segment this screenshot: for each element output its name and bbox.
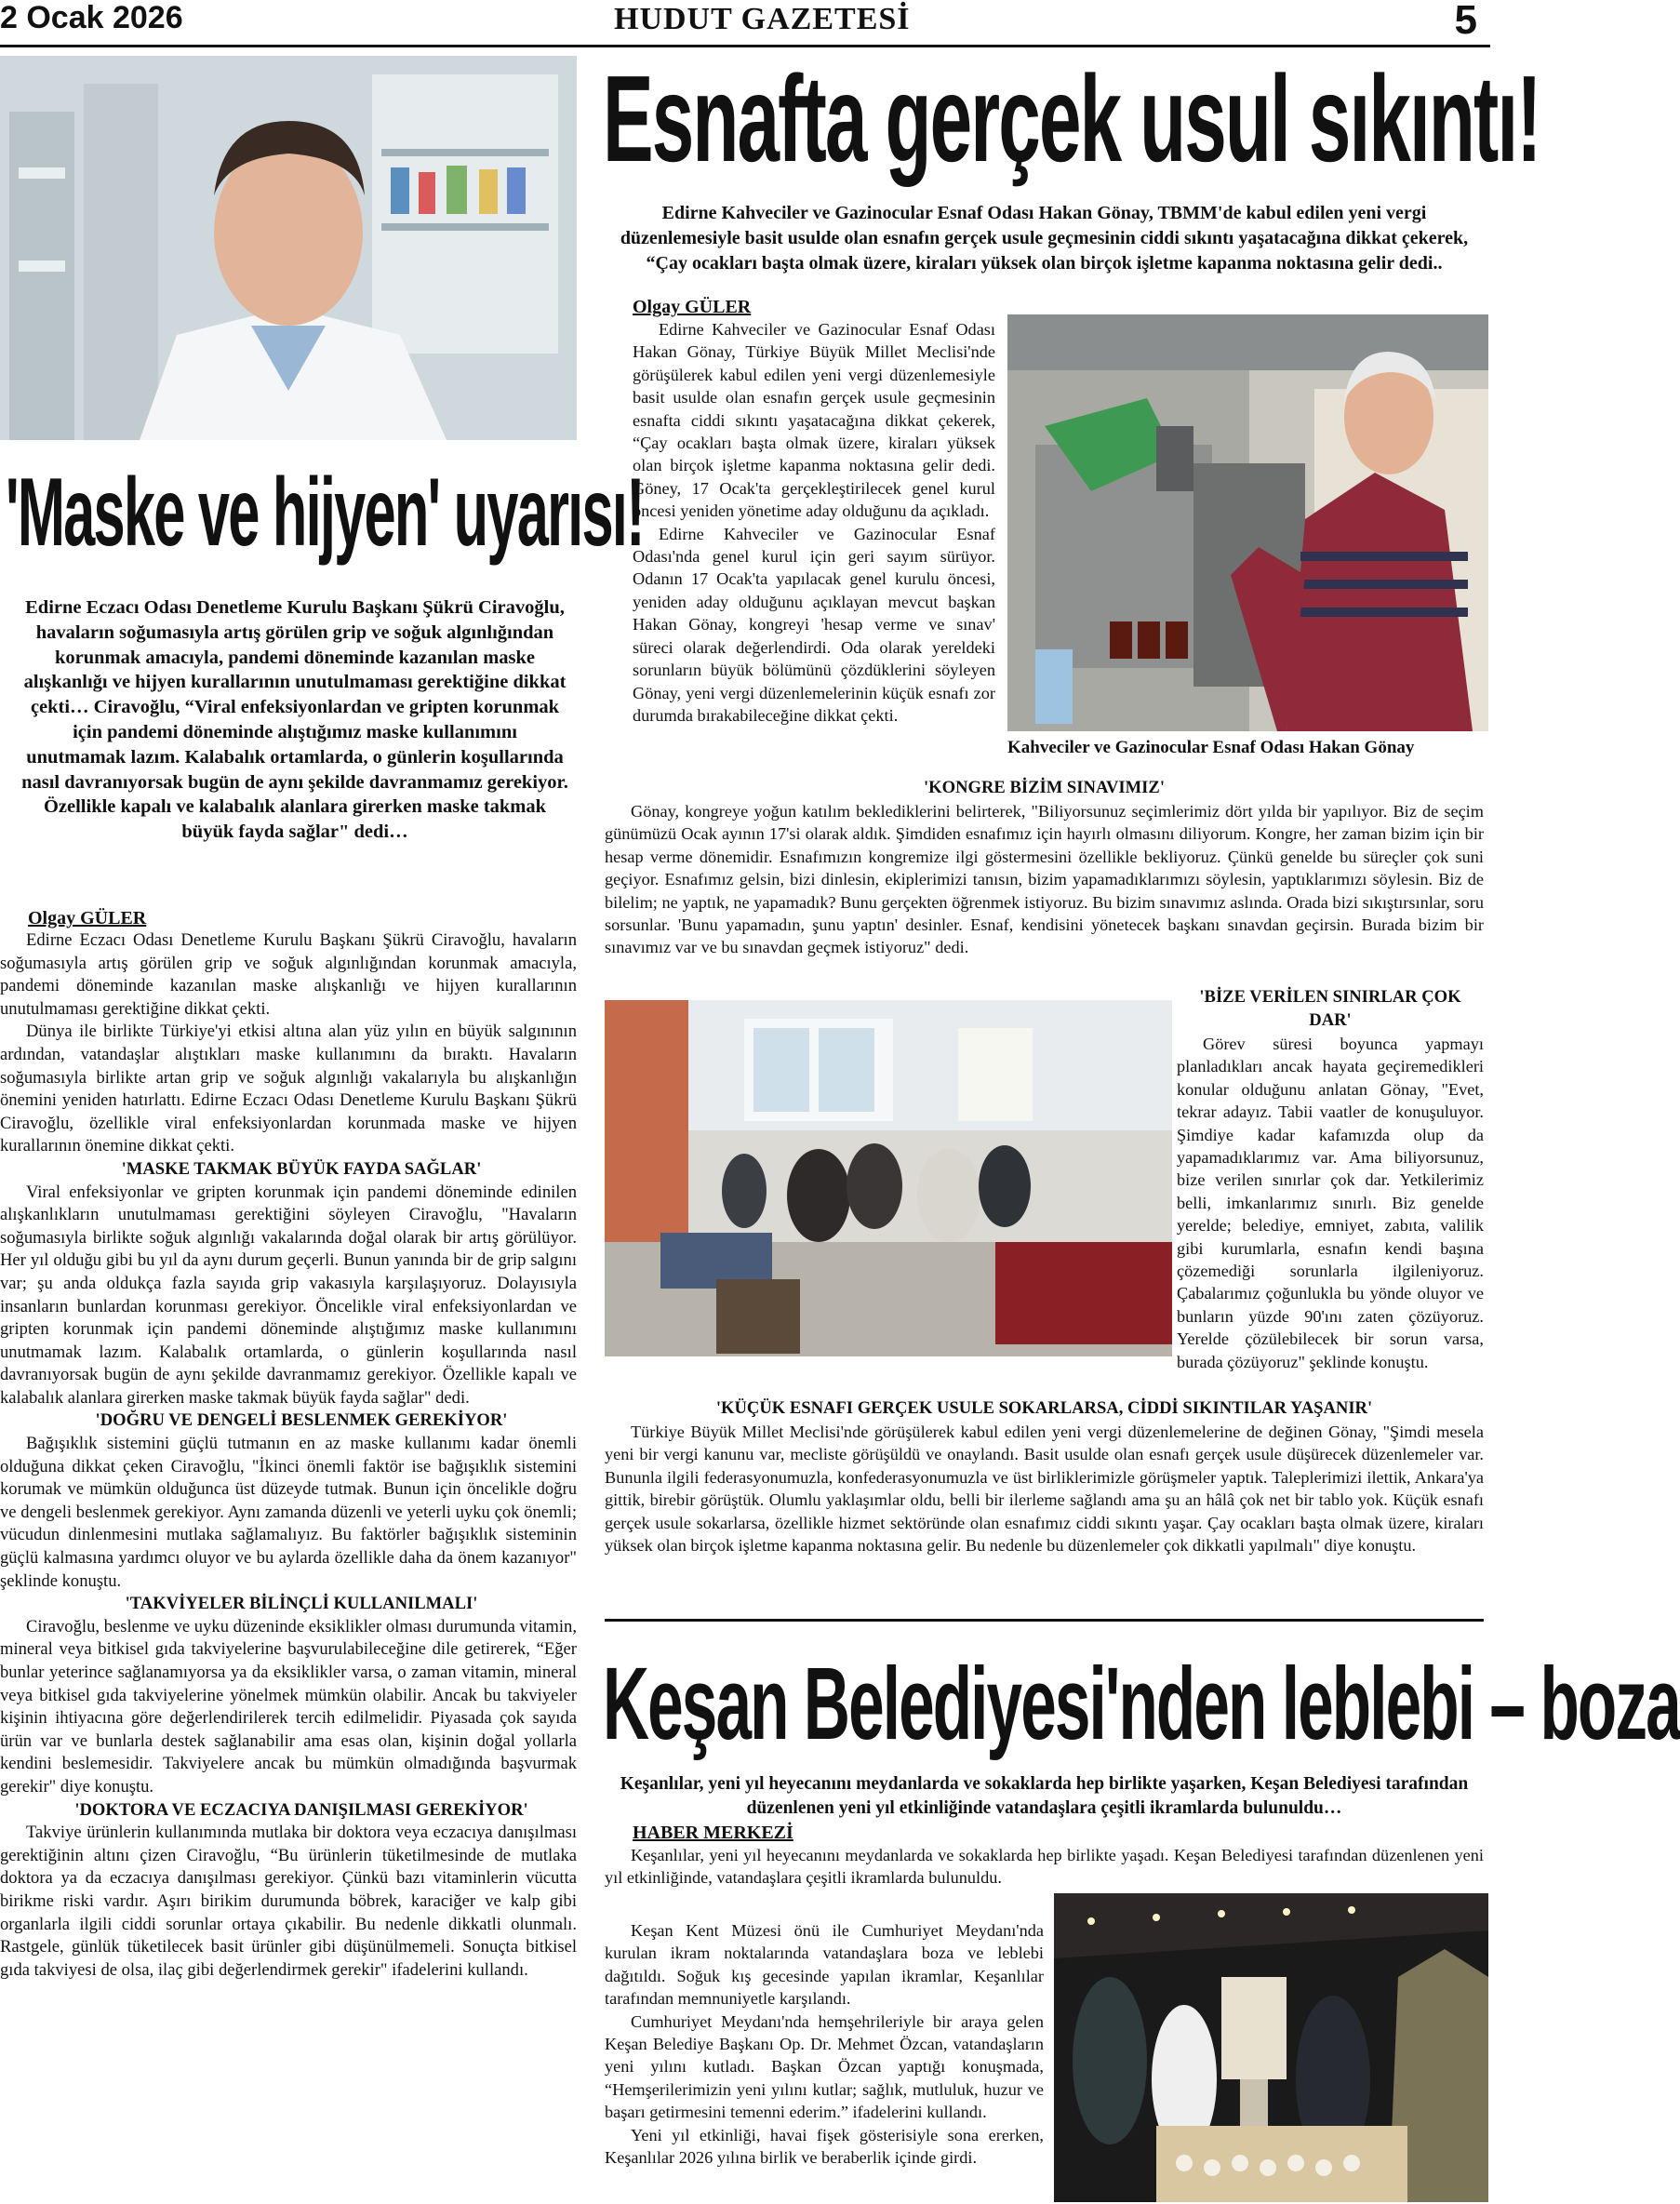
issue-date: 2 Ocak 2026: [0, 0, 183, 35]
top-right-paragraph: Edirne Kahveciler ve Gazinocular Esnaf Odası'nda genel kurul için geri sayım sürüyor. Odanın 17 Ocak'ta yapılacak genel kurulu öncesi, yeniden aday olduğunu açıklayan mevcut başkan Hakan Gönay, kongreyi 'hesap verme ve sınav' süreci olarak değerlendirdi. Oda olarak yereldeki sorunların büyük bölümünü çözdüklerini söyleyen Gönay, yeni vergi düzenlemelerinin küçük esnafı zor durumda bırakabileceğine dikkat çekti.: [633, 524, 995, 725]
bottom-right-paragraph: Keşan Kent Müzesi önü ile Cumhuriyet Meydanı'nda kurulan ikram noktalarında vatandaşlara boza ve leblebi dağıtıldı. Soğuk kış gecesinde yapılan ikramlar, Keşanlılar tarafından memnuniyetle karşılandı.: [605, 1921, 1044, 2009]
left-paragraph: Ciravoğlu, beslenme ve uyku düzeninde eksiklikler olması durumunda vitamin, mineral veya bitkisel gıda takviyelerine başvurulabileceğine dile getirerek, “Eğer bunlar yeterince sağlanamıyorsa ya da eksiklikler varsa, o zaman vitamin, mineral veya bitkisel gıda takviyelerine yönelmek mümkün olabilir. Ancak bu takviyeler kişinin ihtiyacına göre değerlendirilerek tercih edilmelidir. Piyasada çok sayıda ürün var ve bunlarla destek sağlanabilir ama esas olan, kişinin doğal yollarla kendini beslemesidir. Takviyelere ancak bu mümkün olmadığında başvurmak gerekir" diye konuştu.: [0, 1616, 577, 1797]
left-subheading: 'MASKE TAKMAK BÜYÜK FAYDA SAĞLAR': [121, 1158, 482, 1179]
left-paragraph: Dünya ile birlikte Türkiye'yi etkisi altına alan yüz yılın en büyük salgınının ardından, vatandaşlar alıştıkları maske kullanımını da bıraktı. Havaların soğumasıyla birlikte artan grip ve soğuk algınlığı vakalarıyla bu alışkanlığın önemini yeniden hatırlattı. Edirne Eczacı Odası Denetleme Kurulu Başkanı Şükrü Ciravoğlu, özellikle viral enfeksiyonlardan korunmada maske ve hijyen kurallarının önemine dikkat çekti.: [0, 1022, 577, 1156]
left-paragraph: Takviye ürünlerin kullanımında mutlaka bir doktora veya eczacıya danışılması gerektiğinin altını çizen Ciravoğlu, “Bu ürünlerin tüketilmesinde de mutlaka doktora ya da eczacıya danışılması gerekiyor. Çünkü bazı vitaminlerin vücutta birikme riski vardır. Aşırı birikim durumunda böbrek, karaciğer ve kalp gibi organlarla ilgili ciddi sorunlar ortaya çıkabilir. Bu nedenle dikkatli olunmalı. Rastgele, günlük tüketilecek basit ürünler gibi düşünülmemeli. Sonuçta bitkisel gıda takviyesi de olsa, ilaç gibi değerlendirmek gerekir" ifadelerini kullandı.: [0, 1823, 577, 1980]
top-right-paragraph: Türkiye Büyük Millet Meclisi'nde görüşülerek kabul edilen yeni vergi düzenlemelerine de değinen Gönay, "Şimdi mesela yeni bir vergi kanunu var, mecliste görüşüldü ve onaylandı. Basit usulde olan esnafı gerçek usule düşürecek düzenlemeler var. Bununla ilgili federasyonumuzla, konfederasyonumuzla ve üst birliklerimizle görüşmeler yaptık. Taleplerimizi ilettik, Ankara'ya gittik, birebir görüştük. Olumlu yaklaşımlar oldu, belli bir ilerleme sağlandı ama şu an hâlâ çok net bir tablo yok. Küçük esnafı gerçek usule sokarlarsa, özellikle hizmet sektöründe olan esnafımız ciddi sıkıntı yaşar. Çay ocakları başta olmak üzere, kiraları yüksek olan birçok işletme kapanma noktasına gelir. Bu nedenle bu düzenlemeler çok dikkatli yapılmalı" diye konuştu.: [605, 1423, 1484, 1556]
pharmacist-portrait-photo: [0, 56, 577, 440]
left-byline: Olgay GÜLER: [28, 908, 147, 928]
bottom-right-paragraph: Yeni yıl etkinliği, havai fişek gösterisiyle sona ererken, Keşanlılar 2026 yılına birlik ve beraberlik içinde girdi.: [605, 2125, 1044, 2168]
top-right-subheading: 'BİZE VERİLEN SINIRLAR ÇOK DAR': [1199, 987, 1461, 1030]
top-right-paragraph: Edirne Kahveciler ve Gazinocular Esnaf Odası Hakan Gönay, Türkiye Büyük Millet Meclisi'nde görüşülerek kabul edilen yeni vergi düzenlemesiyle basit usulde olan esnafın gerçek usule geçmesinin esnafta ciddi sıkıntı yaşatacağına dikkat çekerek, “Çay ocakları başta olmak üzere, kiraları yüksek olan birçok işletme kapanma noktasına gelir dedi. Göney, 17 Ocak'ta gerçekleştirilecek genel kurul öncesi yeniden yönetime aday olduğunu da açıkladı.: [633, 320, 995, 521]
boza-leblebi-event-photo: [1054, 1893, 1488, 2202]
top-right-subheading: 'KONGRE BİZİM SINAVIMIZ': [924, 778, 1165, 797]
bottom-right-paragraph: Cumhuriyet Meydanı'nda hemşehrileriyle bir araya gelen Keşan Belediye Başkanı Op. Dr. Mehmet Özcan, vatandaşların yeni yılını kutladı. Başkan Özcan yaptığı konuşmada, “Hemşerilerimizin yeni yılını kutlar; sağlık, mutluluk, huzur ve başarı getirmesini temenni ederim.” ifadelerini kullandı.: [605, 2011, 1044, 2122]
left-paragraph: Bağışıklık sistemini güçlü tutmanın en az maske kullanımı kadar önemli olduğuna dikkat çeken Ciravoğlu, "İkinci önemli faktör ise bağışıklık sistemini korumak ve mümkün olduğunca üst düzeyde tutmak. Bunun için öncelikle doğru ve dengeli beslenmek gerekiyor. Aynı zamanda düzenli ve yeterli uyku çok önemli; vücudun dinlenmesini mutlaka sağlamalıyız. Bu faktörler bağışıklık sisteminin güçlü kalmasına yardımcı oluyor ve bu aylarda özellikle daha da önem kazanıyor" şeklinde konuştu.: [0, 1434, 577, 1591]
top-right-paragraph: Gönay, kongreye yoğun katılım beklediklerini belirterek, "Biliyorsunuz seçimlerimiz dört yılda bir yapılıyor. Biz de seçim günümüzü Ocak ayının 17'si olarak aldık. Şimdiden esnafımız için hayırlı olmasını diliyorum. Kongre, her zaman bizim için bir hesap verme dönemidir. Esnafımızın kongremize ilgi göstermesini özellikle bekliyoruz. Çünkü genelde bu süreçler çok suni geçiyor. Esnafımız gelsin, bizi dinlesin, ekiplerimizi tanısın, bizim yapamadıklarımızı söylesin, yaptıklarımızı söylesin. Biz de bilelim; ne yaptık, ne yapamadık? Bunu gerçekten öğrenmek istiyoruz. Bu bizim sınavımız aslında. Orada bizi sıkıştırsınlar, soru sorsunlar. 'Bunu yapamadın, şunu yaptın' desinler. Esnaf, kendisini yönetecek başkanı sınavdan geçirsin. Burada bizim bir sınavımız var ve bu sınavdan geçmek istiyoruz" dedi.: [605, 802, 1484, 957]
top-right-headline: Esnafta gerçek usul sıkıntı!: [603, 50, 1540, 187]
section-divider: [605, 1619, 1484, 1622]
newspaper-name: HUDUT GAZETESİ: [614, 2, 911, 36]
top-right-paragraph: Görev süresi boyunca yapmayı planladıkları ancak hayata geçiremedikleri konular olduğunu anlatan Gönay, "Evet, tekrar adayız. Tabii vaatler de konuşuluyor. Şimdiye kadar kafamızda olup da yapamadıklarımız var. Ama biliyorsunuz, bize verilen sınırlar çok dar. Yetkilerimiz belli, imkanlarımız sınırlı. Biz genelde yerelde; belediye, emniyet, zabıta, valilik gibi kurumlarla, esnafın kendi başına çözemediği sorunlarla ilgileniyoruz. Çabalarımız çoğunlukla bu yönde oluyor ve bunların yüzde 90'ını zaten çözüyoruz. Yerelde çözülebilecek bir sorun varsa, burada çözüyoruz" şeklinde konuştu.: [1177, 1035, 1484, 1371]
bottom-right-paragraph: Keşanlılar, yeni yıl heyecanını meydanlarda ve sokaklarda hep birlikte yaşadı. Keşan Belediyesi tarafından düzenlenen yeni yıl etkinliğinde, vatandaşlara çeşitli ikramlarda bulunuldu.: [605, 1846, 1484, 1888]
left-paragraph: Edirne Eczacı Odası Denetleme Kurulu Başkanı Şükrü Ciravoğlu, havaların soğumasıyla artış görülen grip ve soğuk algınlığından korunmak amacıyla, pandemi döneminde kazanılan maske alışkanlığı ve hijyen kurallarının unutulmaması gerektiğine dikkat çekti.: [0, 930, 577, 1019]
left-paragraph: Viral enfeksiyonlar ve gripten korunmak için pandemi döneminde edinilen alışkanlıkların unutulmaması gerektiğini söyleyen Ciravoğlu, "Havaların soğumasıyla birlikte soğuk algınlığı vakalarında doğal olarak bir artış görülüyor. Her yıl olduğu gibi bu yıl da aynı durum geçerli. Bunun yanında bir de grip salgını var; şu anda oldukça fazla sayıda grip vakasıyla karşılaşıyoruz. Dolayısıyla insanların bunlardan korunması gerekiyor. Öncelikle viral enfeksiyonlardan ve gripten korunmak için pandemi döneminde alıştığımız maske kullanımını unutmamak lazım. Kalabalık ortamlarda, o günlerin koşullarında nasıl davranıyorsak bugün de aynı şekilde davranmamız gerekiyor. Özellikle kapalı ve kalabalık alanlara girerken maske takmak büyük fayda sağlar" dedi.: [0, 1182, 577, 1408]
top-right-subheading: 'KÜÇÜK ESNAFI GERÇEK USULE SOKARLARSA, CİDDİ SIKINTILAR YAŞANIR': [715, 1398, 1373, 1418]
bottom-right-deck: Keşanlılar, yeni yıl heyecanını meydanlarda ve sokaklarda hep birlikte yaşarken, Keşan Belediyesi tarafından düzenlenen yeni yıl etkinliğinde vatandaşlara çeşitli ikramlarda bulunuldu…: [620, 1774, 1469, 1818]
left-deck: Edirne Eczacı Odası Denetleme Kurulu Başkanı Şükrü Ciravoğlu, havaların soğumasıyla artış görülen grip ve soğuk algınlığından korunmak amacıyla, pandemi döneminde kazanılan maske alışkanlığı ve hijyen kurallarının unutulmaması gerektiğine dikkat çekti… Ciravoğlu, “Viral enfeksiyonlardan ve gripten korunmak için pandemi döneminde alıştığımız maske kullanımını unutmamak lazım. Kalabalık ortamlarda, o günlerin koşullarında nasıl davranıyorsak bugün de aynı şekilde davranmamız gerekiyor. Özellikle kapalı ve kalabalık alanlara girerken maske takmak büyük fayda sağlar" dedi…: [21, 597, 568, 843]
top-right-deck: Edirne Kahveciler ve Gazinocular Esnaf Odası Hakan Gönay, TBMM'de kabul edilen yeni vergi düzenlemesiyle basit usulde olan esnafın gerçek usule geçmesinin ciddi sıkıntı yaşatacağına dikkat çekerek, “Çay ocakları başta olmak üzere, kiraları yüksek olan birçok işletme kapanma noktasına gelir dedi..: [620, 203, 1469, 274]
cafe-owner-caption: Kahveciler ve Gazinocular Esnaf Odası Hakan Gönay: [1007, 738, 1415, 757]
top-right-byline: Olgay GÜLER: [633, 297, 752, 317]
left-subheading: 'DOKTORA VE ECZACIYA DANIŞILMASI GEREKİYOR': [74, 1799, 528, 1820]
left-headline: 'Maske ve hijyen' uyarısı!: [6, 459, 644, 567]
bottom-right-headline: Keşan Belediyesi'nden leblebi – boza: [603, 1647, 1680, 1761]
cafe-owner-photo: [1007, 314, 1488, 731]
left-subheading: 'DOĞRU VE DENGELİ BESLENMEK GEREKİYOR': [95, 1410, 508, 1431]
bottom-right-byline: HABER MERKEZİ: [633, 1823, 793, 1843]
masthead-rule: [0, 45, 1490, 47]
left-subheading: 'TAKVİYELER BİLİNÇLİ KULLANILMALI': [125, 1594, 478, 1614]
page-number: 5: [1454, 0, 1477, 43]
